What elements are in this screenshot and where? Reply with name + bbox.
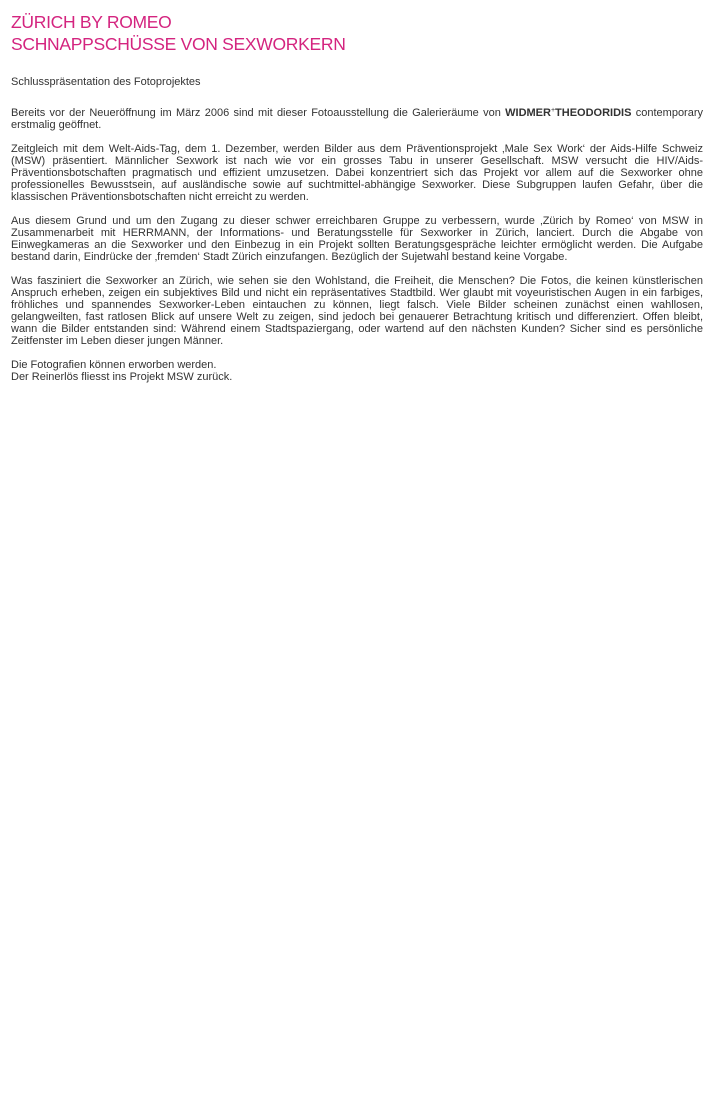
article-body bbox=[11, 105, 703, 383]
intro-paragraph bbox=[11, 105, 703, 131]
gallery-name-separator: + bbox=[550, 107, 556, 114]
gallery-name-widmer: WIDMER bbox=[505, 107, 551, 119]
page-content bbox=[11, 11, 703, 383]
paragraph-fascination: Was fasziniert die Sexworker an Zürich, wie sehen sie den Wohlstand, die Freiheit, die Menschen? Die Fotos, die keinen künstlerischen Anspruch erheben, zeigen ein subjektives Bild und nicht ein repräsentatives Stadtbild. Wer glaubt mit voyeuristischen Augen in ein farbiges, fröhliches und spannendes Sexworker-Leben eintauchen zu können, liegt falsch. Viele Bilder scheinen zunächst einen wahllosen, gelangweilten, fast ratlosen Blick auf unsere Welt zu zeigen, sind jedoch bei genauerer Betrachtung kritisch und differenziert. Offen bleibt, wann die Bilder entstanden sind: Während einem Stadtspaziergang, oder wartend auf den nächsten Kunden? Sicher sind es persönliche Zeitfenster im Leben dieser jungen Männer. bbox=[11, 275, 703, 347]
closing-line-purchase: Die Fotografien können erworben werden. bbox=[11, 359, 217, 371]
page-subtitle: Schlusspräsentation des Fotoprojektes bbox=[11, 76, 201, 88]
gallery-name-theodoridis: THEODORIDIS bbox=[555, 107, 632, 119]
paragraph-world-aids-day: Zeitgleich mit dem Welt-Aids-Tag, dem 1. Dezember, werden Bilder aus dem Präventionsprojekt ‚Male Sex Work‘ der Aids-Hilfe Schweiz (MSW) präsentiert. Männlicher Sexwork ist nach wie vor ein grosses Tabu in unserer Gesellschaft. MSW versucht die HIV/Aids-Präventionsbotschaften pragmatisch und effizient umzusetzen. Dabei konzentriert sich das Projekt vor allem auf die Sexworker ohne professionelles Bewusstsein, auf ausländische sowie auf suchtmittel-abhängige Sexworker. Diese Subgruppen laufen Gefahr, über die klassischen Präventionsbotschaften nicht erreicht zu werden. bbox=[11, 143, 703, 203]
intro-text-after: erstmalig geöffnet. bbox=[11, 119, 102, 131]
title-line-1: ZÜRICH BY ROMEO bbox=[11, 12, 172, 32]
title-line-2: SCHNAPPSCHÜSSE VON SEXWORKERN bbox=[11, 34, 346, 54]
paragraph-project-origin: Aus diesem Grund und um den Zugang zu dieser schwer erreichbaren Gruppe zu verbessern, wurde ‚Zürich by Romeo‘ von MSW in Zusammenarbeit mit HERRMANN, der Informations- und Beratungsstelle für Sexworker in Zürich, lanciert. Durch die Abgabe von Einwegkameras an die Sexworker und den Einbezug in ein Projekt sollten Beratungsgespräche leichter ermöglicht werden. Die Aufgabe bestand darin, Eindrücke der ‚fremden‘ Stadt Zürich einzufangen. Bezüglich der Sujetwahl bestand keine Vorgabe. bbox=[11, 215, 703, 263]
gallery-name-suffix: contemporary bbox=[631, 107, 704, 119]
closing-note bbox=[11, 359, 703, 383]
page-title bbox=[11, 11, 703, 55]
intro-text-before: Bereits vor der Neueröffnung im März 2006 sind mit dieser Fotoausstellung die Galerieräume von bbox=[11, 107, 506, 119]
closing-line-proceeds: Der Reinerlös fliesst ins Projekt MSW zurück. bbox=[11, 371, 233, 383]
